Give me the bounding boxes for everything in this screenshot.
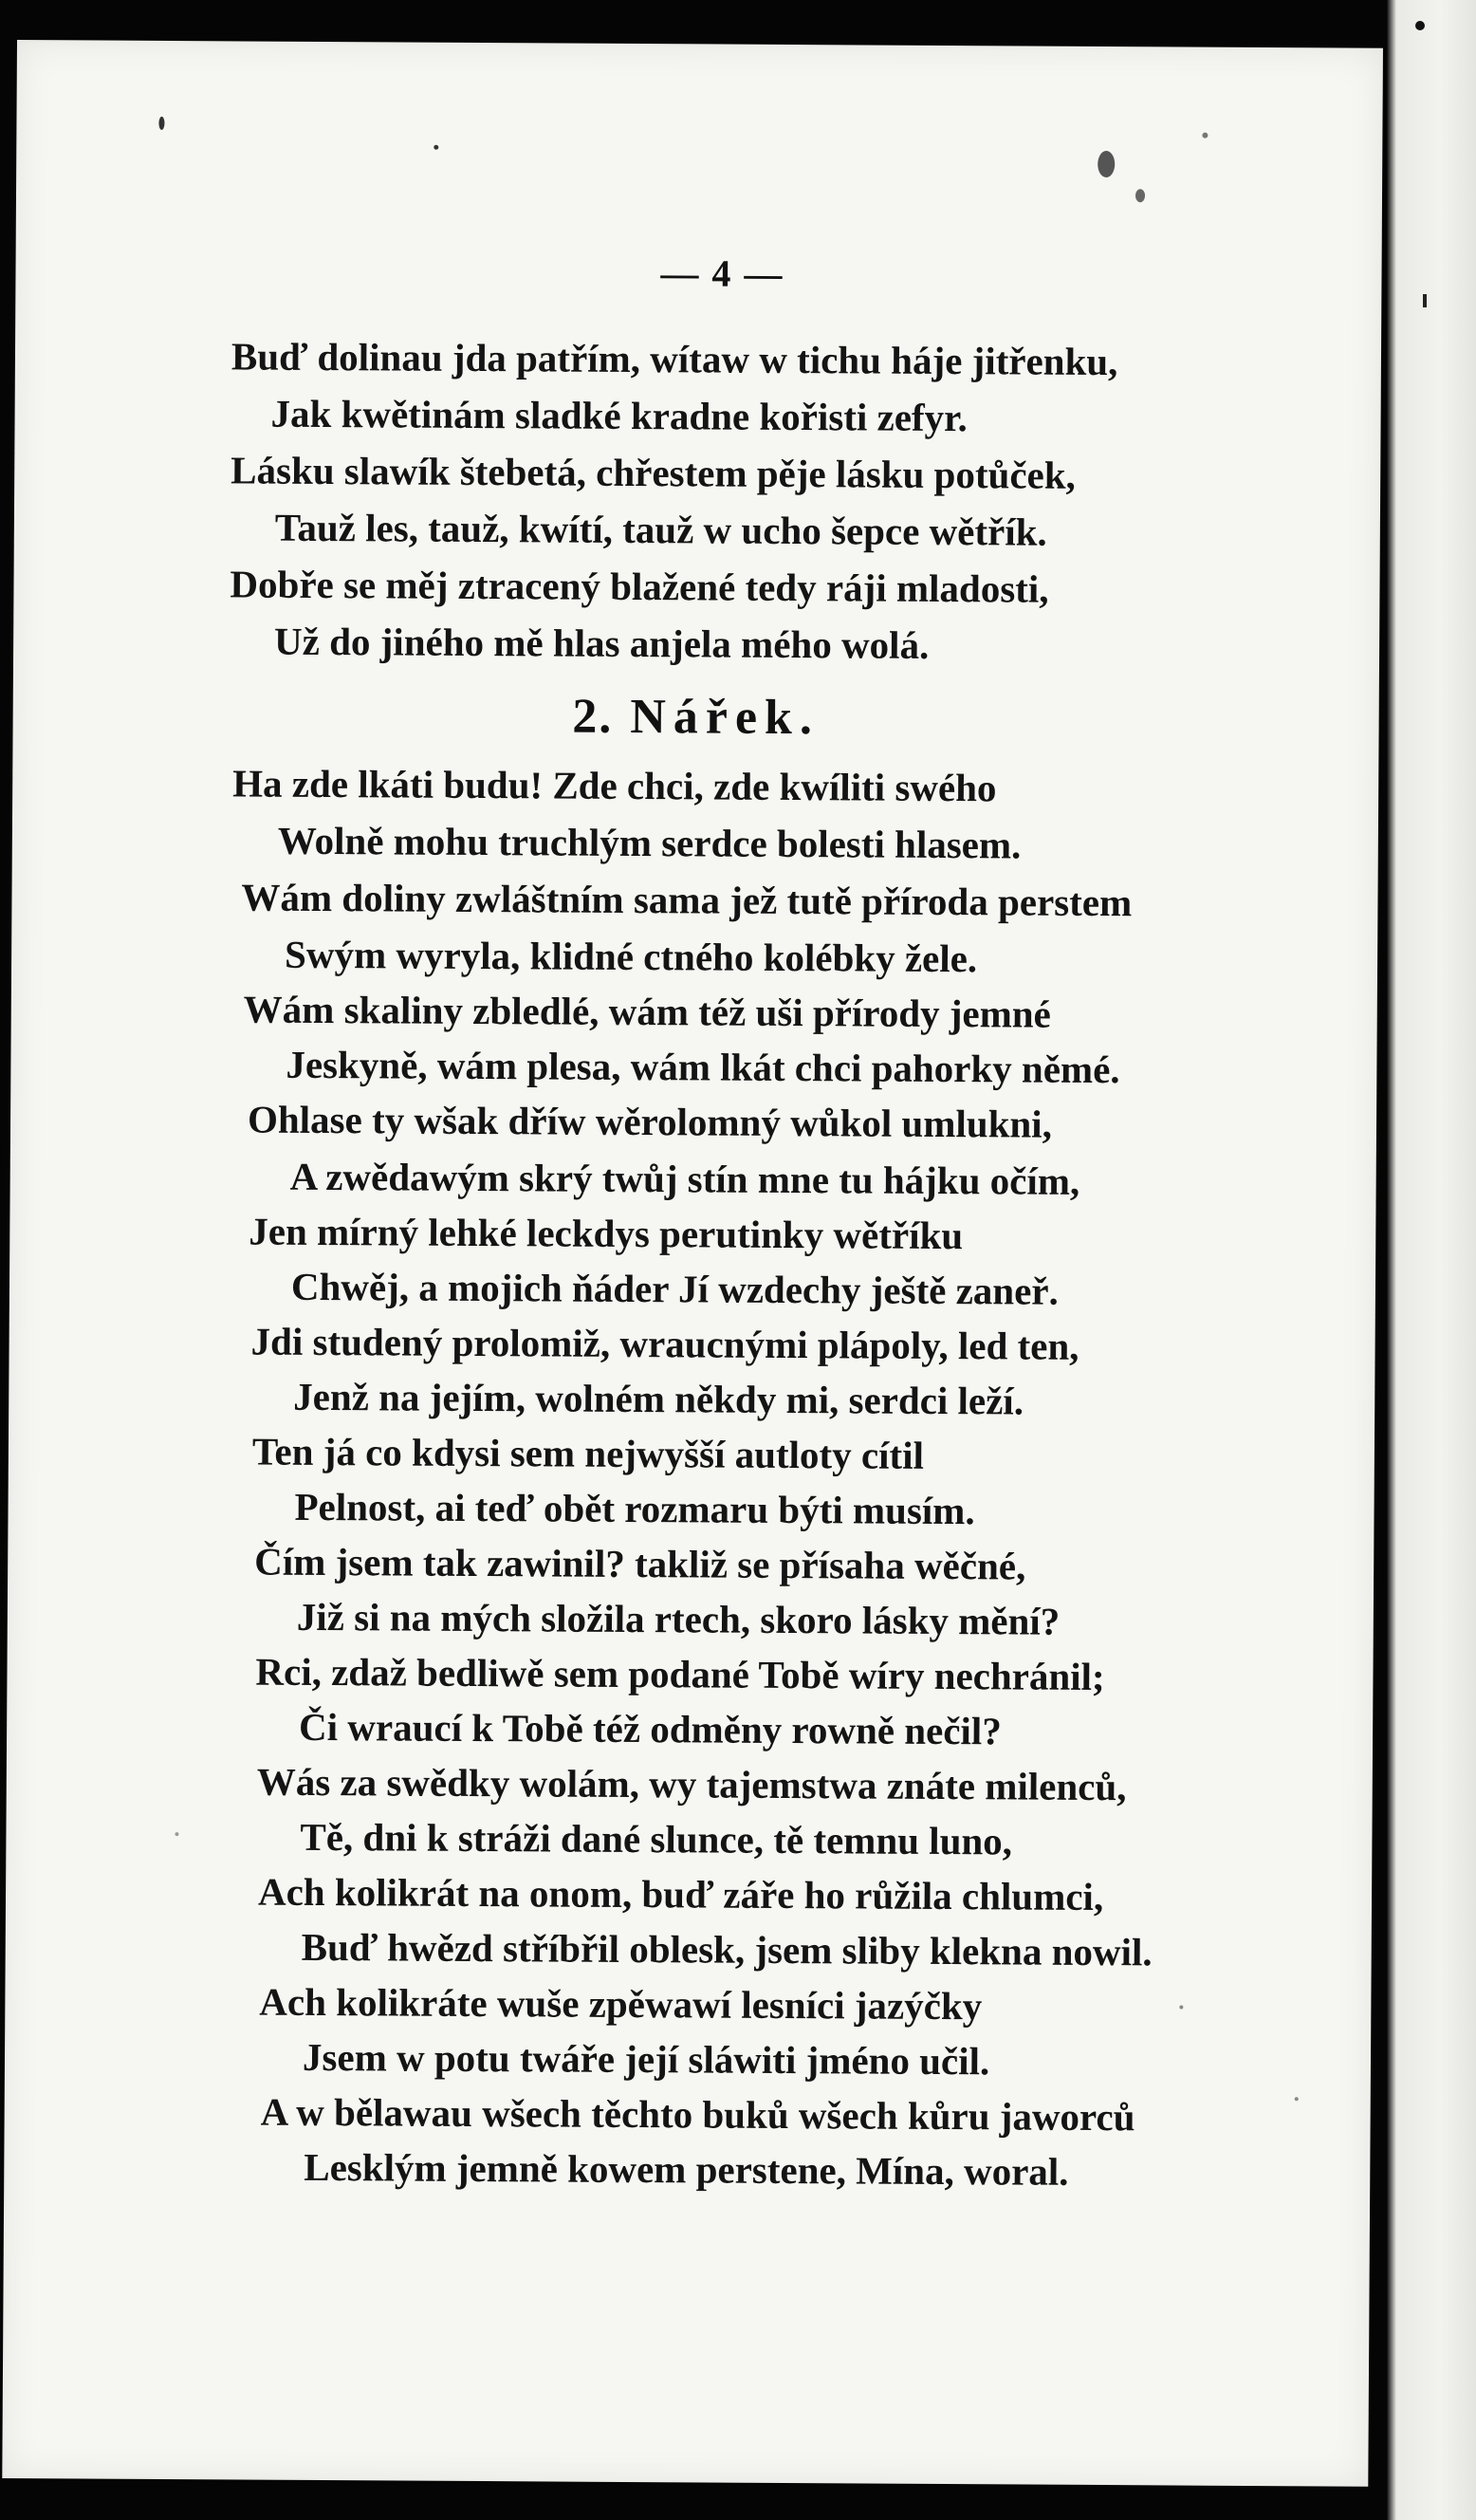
poem-line-12: Jenž na jejím, wolném někdy mi, serdci leží. xyxy=(293,1374,1024,1423)
poem-line-13: Ten já co kdysi sem nejwyšší autloty cítil xyxy=(251,1429,925,1477)
intro-line-6: Už do jiného mě hlas anjela mého wolá. xyxy=(273,619,930,667)
intro-line-5: Dobře se měj ztracený blažené tedy ráji mladosti, xyxy=(230,562,1049,611)
poem-line-11: Jdi studený prolomiž, wraucnými plápoly, led ten, xyxy=(250,1319,1079,1368)
book-page xyxy=(2,40,1383,2487)
ink-dot xyxy=(1415,21,1425,30)
intro-line-3: Lásku slawík štebetá, chřestem pěje lásku potůček, xyxy=(231,448,1076,497)
poem-line-10: Chwěj, a mojich ňáder Jí wzdechy ještě zaneř. xyxy=(290,1264,1059,1313)
poem-line-7: Ohlase ty wšak dříw wěrolomný wůkol umlukni, xyxy=(247,1097,1053,1146)
section-title: Nářek. xyxy=(630,689,821,746)
poem-line-3: Wám doliny zwláštním sama jež tutě příroda perstem xyxy=(241,875,1133,925)
poem-line-21: Ach kolikrát na onom, buď záře ho růžila chlumci, xyxy=(257,1869,1104,1919)
poem-line-6: Jeskyně, wám plesa, wám lkát chci pahorky němé. xyxy=(286,1042,1120,1092)
poem-line-16: Již si na mých složila rtech, skoro lásky mění? xyxy=(296,1594,1061,1643)
poem-line-1: Ha zde lkáti budu! Zde chci, zde kwíliti swého xyxy=(232,761,997,810)
poem-line-26: Lesklým jemně kowem perstene, Mína, woral. xyxy=(304,2144,1069,2194)
section-number: 2. xyxy=(572,689,614,744)
poem-line-8: A zwědawým skrý twůj stín mne tu hájku očím, xyxy=(289,1154,1080,1203)
poem-line-22: Buď hwězd stříbřil oblesk, jsem sliby klekna nowil. xyxy=(301,1924,1153,1974)
poem-line-2: Wolně mohu truchlým serdce bolesti hlasem. xyxy=(277,818,1022,867)
intro-line-2: Jak kwětinám sladké kradne kořisti zefyr. xyxy=(270,391,968,440)
poem-line-20: Tě, dni k stráži dané slunce, tě temnu luno, xyxy=(300,1814,1013,1863)
poem-line-9: Jen mírný lehké leckdys perutinky wětříku xyxy=(249,1209,964,1258)
poem-line-25: A w bělawau wšech těchto buků wšech kůru jaworců xyxy=(260,2089,1135,2140)
poem-line-4: Swým wyryla, klidné ctného kolébky žele. xyxy=(284,932,978,981)
poem-line-23: Ach kolikráte wuše zpěwawí lesníci jazýčky xyxy=(259,1979,983,2029)
section-heading xyxy=(12,685,1378,750)
poem-line-24: Jsem w potu twáře její sláwiti jméno učil. xyxy=(302,2034,990,2084)
intro-line-4: Tauž les, tauž, kwítí, tauž w ucho šepce wětřík. xyxy=(274,505,1047,554)
page-number: — 4 — xyxy=(660,251,784,295)
poem-line-5: Wám skaliny zbledlé, wám též uši přírody jemné xyxy=(243,987,1051,1036)
poem-line-17: Rci, zdaž bedliwě sem podané Tobě wíry nechránil; xyxy=(255,1649,1105,1699)
intro-line-1: Buď dolinau jda patřím, wítaw w tichu háje jitřenku, xyxy=(231,334,1118,384)
poem-line-19: Wás za swědky wolám, wy tajemstwa znáte milenců, xyxy=(256,1759,1127,1809)
poem-line-15: Čím jsem tak zawinil? takliž se přísaha wěčné, xyxy=(254,1539,1026,1588)
next-page-edge xyxy=(1387,0,1476,2520)
poem-line-14: Pelnost, ai teď obět rozmaru býti musím. xyxy=(294,1484,975,1533)
poem-line-18: Či wraucí k Tobě též odměny rowně nečil? xyxy=(299,1704,1002,1753)
